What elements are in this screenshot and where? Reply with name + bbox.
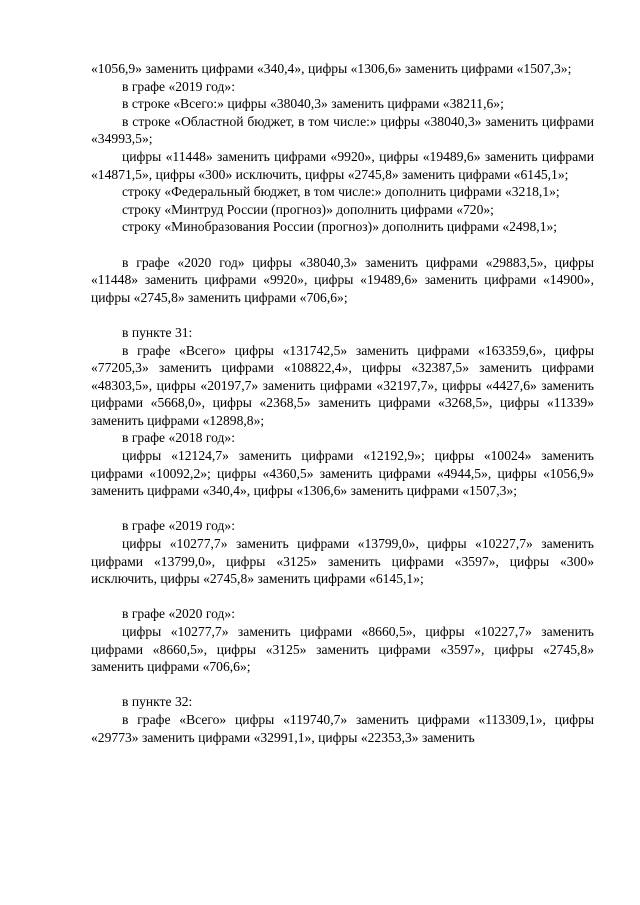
- paragraph-item-31-heading: в пункте 31:: [122, 324, 193, 340]
- paragraph-item-32-total: в графе «Всего» цифры «119740,7» заменить цифрами «113309,1», цифры «29773» заменить цифрами «32991,1», цифры «22353,3» заменить: [91, 711, 594, 745]
- paragraph-row-mintrud: строку «Минтруд России (прогноз)» дополнить цифрами «720»;: [122, 201, 494, 217]
- paragraph-item-31-2018-figures: цифры «12124,7» заменить цифрами «12192,9»; цифры «10024» заменить цифрами «10092,2»; цифры «4360,5» заменить цифрами «4944,5», цифры «1056,9» заменить цифрами «340,4», цифры «1306,6» заменить цифрами «1507,3»;: [91, 448, 594, 499]
- paragraph-row-regional-budget: в строке «Областной бюджет, в том числе:» цифры «38040,3» заменить цифрами «34993,5»;: [91, 113, 594, 147]
- paragraph-column-2019-heading: в графе «2019 год»:: [122, 78, 235, 94]
- paragraph-item-31-2018-heading: в графе «2018 год»:: [122, 430, 235, 446]
- paragraph-item-31-2019-heading: в графе «2019 год»:: [122, 518, 235, 534]
- paragraph-item-31-2020-figures: цифры «10277,7» заменить цифрами «8660,5», цифры «10227,7» заменить цифрами «8660,5», цифры «3125» заменить цифрами «3597», цифры «2745,8» заменить цифрами «706,6»;: [91, 624, 594, 675]
- paragraph-item-31-total: в графе «Всего» цифры «131742,5» заменить цифрами «163359,6», цифры «77205,3» заменить цифрами «108822,4», цифры «32387,5» заменить цифрами «48303,5», цифры «20197,7» заменить цифрами «32197,7», цифры «4427,6» заменить цифрами «5668,0», цифры «2368,5» заменить цифрами «3268,5», цифры «11339» заменить цифрами «12898,8»;: [91, 342, 594, 428]
- document-page: [91, 60, 594, 746]
- paragraph-continuation: «1056,9» заменить цифрами «340,4», цифры «1306,6» заменить цифрами «1507,3»;: [91, 61, 572, 76]
- paragraph-row-total: в строке «Всего:» цифры «38040,3» заменить цифрами «38211,6»;: [122, 96, 504, 112]
- paragraph-figures-2019: цифры «11448» заменить цифрами «9920», цифры «19489,6» заменить цифрами «14871,5», цифры «300» исключить, цифры «2745,8» заменить цифрами «6145,1»;: [91, 148, 594, 182]
- paragraph-row-minobrazovaniya: строку «Минобразования России (прогноз)» дополнить цифрами «2498,1»;: [122, 219, 558, 235]
- paragraph-row-federal-budget: строку «Федеральный бюджет, в том числе:» дополнить цифрами «3218,1»;: [122, 184, 560, 200]
- paragraph-item-31-2020-heading: в графе «2020 год»:: [122, 606, 235, 622]
- paragraph-item-31-2019-figures: цифры «10277,7» заменить цифрами «13799,0», цифры «10227,7» заменить цифрами «13799,0», цифры «3125» заменить цифрами «3597», цифры «300» исключить, цифры «2745,8» заменить цифрами «6145,1»;: [91, 536, 594, 587]
- paragraph-item-32-heading: в пункте 32:: [122, 694, 193, 710]
- paragraph-column-2020: в графе «2020 год» цифры «38040,3» заменить цифрами «29883,5», цифры «11448» заменить цифрами «9920», цифры «19489,6» заменить цифрами «14900», цифры «2745,8» заменить цифрами «706,6»;: [91, 254, 594, 305]
